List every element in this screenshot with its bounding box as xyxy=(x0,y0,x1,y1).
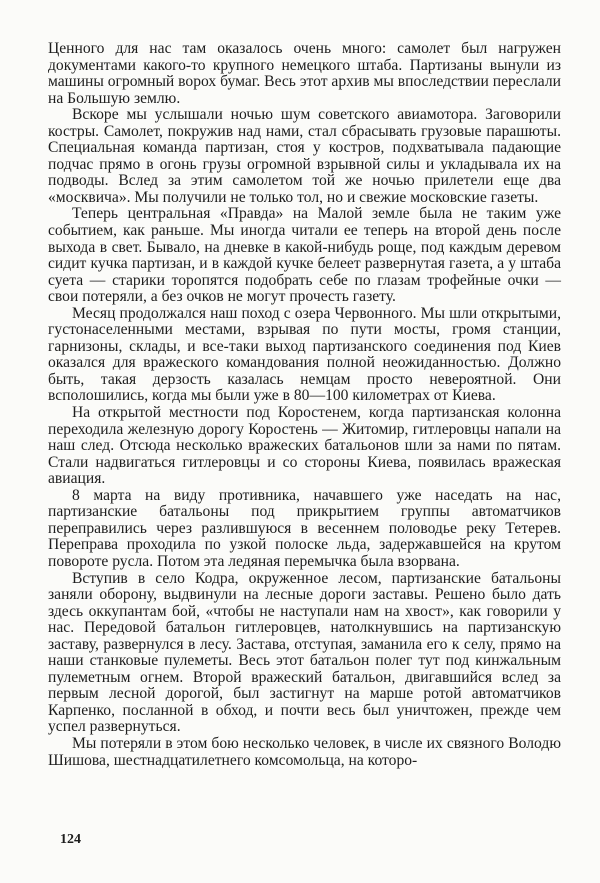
paragraph-1: Ценного для нас там оказалось очень много: самолет был нагружен документами какого-то крупного немецкого штаба. Партизаны вынули из машины огромный ворох бумаг. Весь этот архив мы впоследствии переслали на Большую землю. xyxy=(48,40,561,107)
paragraph-2: Вскоре мы услышали ночью шум советского авиамотора. Заговорили костры. Самолет, покружив над нами, стал сбрасывать грузовые парашюты. Специальная команда партизан, стоя у костров, подхватывала падающие подчас прямо в огонь грузы огромной взрывной силы и укладывала их на подводы. Вслед за этим самолетом той же ночью прилетели еще два «москвича». Мы получили не только тол, но и свежие московские газеты. xyxy=(48,106,561,206)
paragraph-4: Месяц продолжался наш поход с озера Червонного. Мы шли открытыми, густонаселенными местами, взрывая по пути мосты, громя станции, гарнизоны, склады, и все-таки выход партизанского соединения под Киев оказался для вражеского командования полной неожиданностью. Должно быть, такая дерзость казалась немцам просто невероятной. Они всполошились, когда мы были уже в 80—100 километрах от Киева. xyxy=(48,304,561,405)
paragraph-5: На открытой местности под Коростенем, когда партизанская колонна переходила железную дорогу Коростень — Житомир, гитлеровцы напали на наш след. Отсюда несколько вражеских батальонов шли за нами по пятам. Стали надвигаться гитлеровцы и со стороны Киева, появилась вражеская авиация. xyxy=(48,404,561,488)
paragraph-3: Теперь центральная «Правда» на Малой земле была не таким уже событием, как раньше. Мы иногда читали ее теперь на второй день после выхода в свет. Бывало, на дневке в какой-нибудь роще, под каждым деревом сидит кучка партизан, и в каждой кучке белеет развернутая газета, а у штаба суета — старики торопятся подобрать себе по глазам трофейные очки — свои потеряли, а без очков не могут прочесть газету. xyxy=(48,205,561,306)
paragraph-6: 8 марта на виду противника, начавшего уже наседать на нас, партизанские батальоны под прикрытием группы автоматчиков переправились через разлившуюся в весеннем половодье реку Тетерев. Переправа проходила по узкой полоске льда, задержавшейся на крутом повороте русла. Потом эта ледяная перемычка была взорвана. xyxy=(48,486,561,570)
page-number: 124 xyxy=(60,832,81,847)
paragraph-8: Мы потеряли в этом бою несколько человек, в числе их связного Володю Шишова, шестнадцатилетнего комсомольца, на которо- xyxy=(48,734,561,769)
page-body-text xyxy=(48,41,561,769)
paragraph-7: Вступив в село Кодра, окруженное лесом, партизанские батальоны заняли оборону, выдвинули на лесные дороги заставы. Решено было дать здесь оккупантам бой, «чтобы не наступали нам на хвост», как говорили у нас. Передовой батальон гитлеровцев, натолкнувшись на партизанскую заставу, развернулся в лесу. Застава, отступая, заманила его к селу, прямо на наши станковые пулеметы. Весь этот батальон полег тут под кинжальным пулеметным огнем. Второй вражеский батальон, двигавшийся вслед за первым лесной дорогой, был застигнут на марше ротой автоматчиков Карпенко, посланной в обход, и почти весь был уничтожен, прежде чем успел развернуться. xyxy=(48,569,561,736)
